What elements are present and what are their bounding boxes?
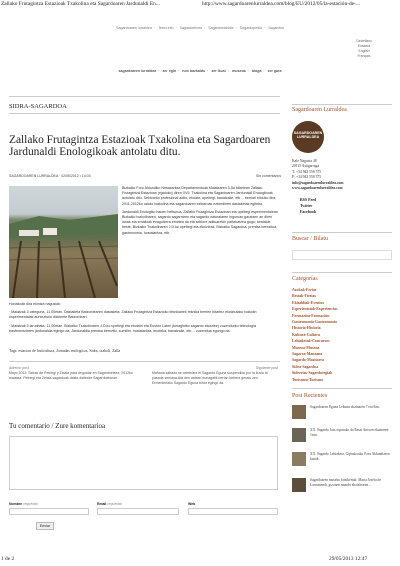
topnav-item-info[interactable]: Testu info xyxy=(158,26,174,30)
facebook-link[interactable]: Facebook xyxy=(300,209,316,214)
category-item[interactable]: Sagardo-Mastiarra xyxy=(292,358,324,363)
recent-post-thumbnail xyxy=(292,478,306,492)
mainnav-item-zer-ikusi[interactable]: zer ikusi xyxy=(211,69,226,73)
print-header xyxy=(0,0,400,12)
comments-link[interactable]: Sin comentarios xyxy=(256,174,282,178)
category-item[interactable]: Ekitaldiak-Eventos xyxy=(292,300,324,305)
category-item[interactable]: Bestak-Fiestas xyxy=(292,294,316,299)
recent-post[interactable] xyxy=(292,405,392,423)
recent-post-text[interactable]: XX. Sagardo Lehiaketa, Gipuzkoako Foru Aldundiaren laztak. xyxy=(310,452,390,461)
category-item[interactable]: Sidra-Sagardoa xyxy=(292,364,319,369)
print-title: Zallako Frutagintza Estazioak Txakolina eta Sagardoaren Jardunaldi En... xyxy=(1,1,160,7)
next-post-label: Siguiente post xyxy=(255,366,278,370)
fax-line: F: +34 943 550 575 xyxy=(292,175,322,180)
category-item[interactable]: Museoa-Museoa xyxy=(292,345,320,350)
sidebar-heading-lurraldea: Sagardoaren Lurraldea xyxy=(292,107,347,113)
language-list xyxy=(351,39,377,59)
category-item[interactable]: Esperientziak-Experiencias xyxy=(292,307,338,312)
topnav-item-sagardun[interactable]: Sagardun xyxy=(268,26,284,30)
phone-line: T: +34 943 550 575 xyxy=(292,169,322,174)
print-datetime: 29/05/2013 12:47 xyxy=(329,556,368,562)
contact-address xyxy=(292,159,343,191)
divider xyxy=(9,96,280,97)
divider xyxy=(292,232,392,233)
social-links xyxy=(300,198,316,215)
address-line: Kale Nagusia 48 xyxy=(292,159,317,163)
recent-post-thumbnail xyxy=(292,452,306,466)
category-item[interactable]: Gastronomia-Gastronomía xyxy=(292,320,337,325)
prev-post-label: Anterior post xyxy=(9,366,29,370)
post-body-side xyxy=(122,186,280,239)
name-label: Nombre requerido xyxy=(9,502,39,506)
post-paragraph: Jardunaldi Enologiko hauen helburua, Zallako Frutagintza Estazioan eta upeltegi esperimentalean Bizkaiko txakolinaren, sagardo sagarraren eta sagardo naturalaren inguruan garatzen an diren ianak eta emaitzak ezagutzera ematea da eta sektore adituarekin partekatzea gogo; bestalde beste, Bizkaiko Txakolinaren J.D.ko upeltegi eta ekoizleak, Bizkaiko Sagardoa, prentsa berezitua, gastronomia, hostalaritza, etb. xyxy=(122,209,278,235)
topnav-item-lurraldea[interactable]: Sagardoaren lurraldea xyxy=(116,26,152,30)
lang-english[interactable]: English xyxy=(358,49,370,53)
mainnav-item-zer-egin[interactable]: zer egin xyxy=(162,69,177,73)
top-nav: Sagardoaren lurraldea · Testu info · Sagardoetxea · Sagardoelandia · Sagardopedia · Sagardun xyxy=(116,26,284,30)
search-input[interactable] xyxy=(292,250,392,260)
category-item[interactable]: Sidrerias-Sagardotegiak xyxy=(292,371,333,376)
category-item[interactable]: Turismoa-Turismo xyxy=(292,377,324,382)
recent-post[interactable] xyxy=(292,452,392,472)
mainnav-item-zer-gara[interactable]: zer gara xyxy=(267,69,282,73)
mainnav-item-museoa[interactable]: museoa xyxy=(232,69,246,73)
post-paragraph: Honakoak dira ekintza nagusiak: xyxy=(9,302,61,306)
category-item[interactable]: Azokak-Ferias xyxy=(292,288,317,292)
category-item[interactable]: Kultura-Cultura xyxy=(292,332,320,337)
category-item[interactable]: Lehiaketak-Concursos xyxy=(292,339,330,344)
comment-form-heading: Tu comentario / Zure komentarioa xyxy=(9,422,106,430)
divider xyxy=(292,272,392,273)
next-post-text[interactable]: Mañana sábado se celebrará el Sagardo Eguna suspendido por la lluvia la pasada semana.Ata den asteari euriagatik bertan behera geratu zen Ermenteriako Sagardo Eguna bihar egingo da. xyxy=(152,371,268,385)
brand-logo[interactable]: SAGARDOAREN LURRALDEA xyxy=(292,121,324,153)
email-input[interactable] xyxy=(97,508,179,515)
page-number: 1 de 2 xyxy=(1,556,15,562)
name-input[interactable] xyxy=(9,508,89,515)
post-meta: SAGARDOAREN LURRALDEA · 02/05/2012 • 14:03 xyxy=(9,174,91,178)
lang-francais[interactable]: Français xyxy=(357,54,371,58)
divider xyxy=(9,361,280,362)
post-body-wide xyxy=(9,302,280,337)
recent-post-text[interactable]: Sagardoaren museko bitzikertak: Maria Josefa de Larramendi, gizonen mundu ekoizlearen ... xyxy=(310,478,381,487)
main-nav: sagardoaren lurraldea · zer egin · non bazkaldu · zer ikusi · museoa · bloga · zer gara xyxy=(118,69,282,73)
recent-post-text[interactable]: Sagardoaren Eguna Lekunn ekainaren 7 eta 8an. xyxy=(310,405,380,409)
recent-post[interactable] xyxy=(292,478,392,504)
topnav-item-sagardoelandia[interactable]: Sagardoelandia xyxy=(208,26,234,30)
address-line: 20115 Astigarraga xyxy=(292,164,319,169)
post-paragraph: · Maiatzak 3 osteguna, 11.00etan. Dastaketa Batzordearen dastaketa; Zallako Frutagintza Estazioko teknikariek teknika berrien bitartez ekoiztutako txakolin esperimentalak aurkeztuko dizkieete Batzordeari. xyxy=(9,310,257,320)
recent-post-text[interactable]: XX. Sagardo Jain ospatuko da Pasai Antxon ekainaren 1ean. xyxy=(310,428,389,437)
lang-castellano[interactable]: Castellano xyxy=(355,39,373,43)
mainnav-item-bloga[interactable]: bloga xyxy=(251,69,262,73)
topnav-item-sagardopedia[interactable]: Sagardopedia xyxy=(239,26,263,30)
recent-post[interactable] xyxy=(292,428,392,446)
email-label: Email requerido xyxy=(97,502,123,506)
category-item[interactable]: Formazioa-Formación xyxy=(292,313,330,318)
category-list xyxy=(292,287,338,383)
sidebar-heading-search: Buscar / Bilatu xyxy=(292,236,328,242)
section-label: SIDRA-SAGARDOA xyxy=(9,103,67,110)
sidebar-heading-categories: Categorías xyxy=(292,276,318,282)
mainnav-item-lurraldea[interactable]: sagardoaren lurraldea xyxy=(118,69,157,73)
prev-post-text[interactable]: Mayo 2012: Sidras de Petriegi y Zelaia para degustar en Sagardoetxea. 2012ko maiatza: Petriegi eta Zelaia sagardoak dasta daitezke Sagardoetxean. xyxy=(9,371,133,380)
contact-site[interactable]: www.sagardoarenlurraldea.com xyxy=(292,186,343,191)
lang-euskara[interactable]: Euskara xyxy=(357,44,371,48)
vineyard-photo xyxy=(9,186,118,298)
topnav-item-sagardoetxea[interactable]: Sagardoetxea xyxy=(179,26,203,30)
divider xyxy=(9,113,280,114)
comment-textarea[interactable] xyxy=(9,436,278,490)
mainnav-item-non-bazkaldu[interactable]: non bazkaldu xyxy=(182,69,206,73)
next-post[interactable] xyxy=(152,366,278,386)
recent-post-thumbnail xyxy=(292,428,306,442)
post-paragraph: · Maiatzak 5 larunbata, 11.00etan. Bizkaiko Txakolinaren J.D.ko upeltegi eta ekoizlei eta Euskro Label (turlagintko sagardo ekoizlee) zuzendurko teknologia trasferentziaren jardunaldia egingo da, Jardunaldia prentsa berezitu, sumiller, hostalaritza, enoteka, banatzaile, etb… zuzendua egongo da. xyxy=(9,323,256,333)
prev-post[interactable] xyxy=(9,366,134,381)
vineyard-image-icon xyxy=(9,186,118,298)
post-title: Zallako Frutagintza Estazioak Txakolina eta Sagardoaren Jardunaldi Enologikoak antolatu ditu. xyxy=(9,134,271,158)
post-tags: Tags: estacion de fruticultura, Jornadas enologicas, Sidra, txakoli, Zalla xyxy=(9,349,121,353)
web-input[interactable] xyxy=(188,508,278,515)
category-item[interactable]: Sagarra-Manzana xyxy=(292,352,323,357)
twitter-link[interactable]: Twitter xyxy=(300,203,313,208)
divider xyxy=(292,388,392,389)
sidebar-heading-recent: Post Recientes xyxy=(292,393,328,399)
recent-post-thumbnail xyxy=(292,405,306,419)
contact-email[interactable]: info@sagardoarenlurraldea.com xyxy=(292,180,344,185)
print-url: http://www.sagardoarenlurraldea.com/blog/EU/2012/05/la-estación-de-... xyxy=(202,1,360,7)
category-item[interactable]: Historia-Historia xyxy=(292,326,321,331)
divider xyxy=(292,104,392,105)
post-paragraph: Bizkaiko Foru Aldundiko Nekazaritza Departamentuak Maiatzaren 3-5a bitartean Zallako Frutagintza Estazioan (ejaduko) diren XVII. Txakolina eta Sagardoaren Jardunaldi Enologikoak antolatu ditu. Sektoreko profesional adito, ekoizle, upeltegi, banatzaile, etb… berriari bilduko dira 2011-2012ko uzkdo txakolina eta sagardoaren ezibaroak ezberdinen dastaketak egiteko. xyxy=(122,186,276,206)
rss-link[interactable]: RSS Feed xyxy=(300,198,317,202)
web-label: Web xyxy=(188,502,196,506)
submit-comment-button[interactable]: Enviar xyxy=(36,522,54,530)
